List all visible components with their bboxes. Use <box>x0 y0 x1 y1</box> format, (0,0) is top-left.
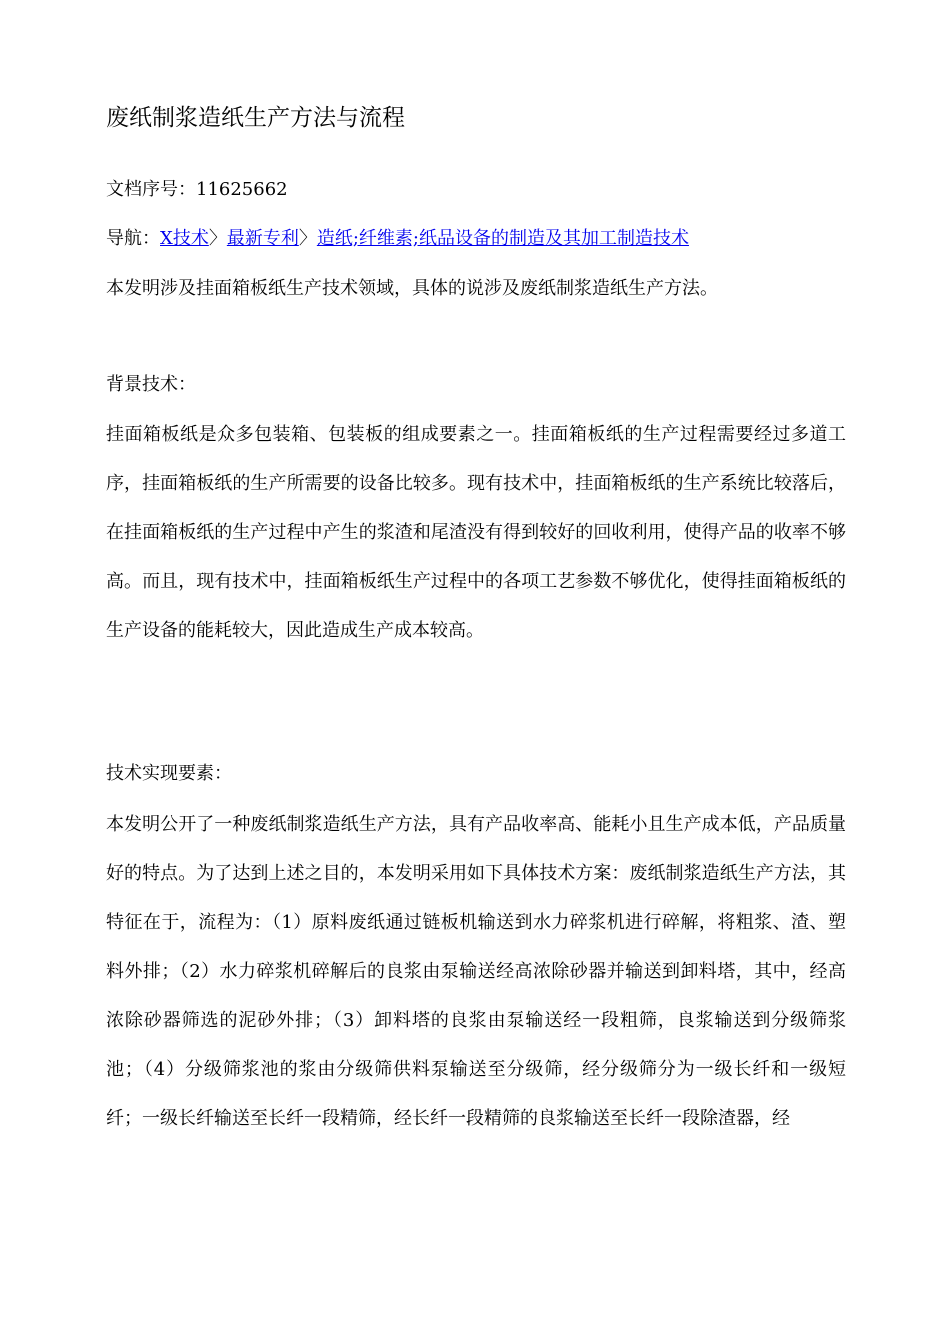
background-paragraph: 挂面箱板纸是众多包装箱、包装板的组成要素之一。挂面箱板纸的生产过程需要经过多道工序，挂面箱板纸的生产所需要的设备比较多。现有技术中，挂面箱板纸的生产系统比较落后，在挂面箱板纸的生产过程中产生的浆渣和尾渣没有得到较好的回收利用，使得产品的收率不够高。而且，现有技术中，挂面箱板纸生产过程中的各项工艺参数不够优化，使得挂面箱板纸的生产设备的能耗较大，因此造成生产成本较高。 <box>106 424 846 641</box>
breadcrumb-separator: 〉 <box>208 228 227 249</box>
document-number: 文档序号：11625662 <box>106 179 288 200</box>
background-heading: 背景技术： <box>106 374 196 395</box>
technical-paragraph: 本发明公开了一种废纸制浆造纸生产方法，具有产品收率高、能耗小且生产成本低，产品质量好的特点。为了达到上述之目的，本发明采用如下具体技术方案：废纸制浆造纸生产方法，其特征在于，流程为：（1）原料废纸通过链板机输送到水力碎浆机进行碎解，将粗浆、渣、塑料外排；（2）水力碎浆机碎解后的良浆由泵输送经高浓除砂器并输送到卸料塔，其中，经高浓除砂器筛选的泥砂外排；（3）卸料塔的良浆由泵输送经一段粗筛，良浆输送到分级筛浆池；（4）分级筛浆池的浆由分级筛供料泵输送至分级筛，经分级筛分为一级长纤和一级短纤；一级长纤输送至长纤一段精筛，经长纤一段精筛的良浆输送至长纤一段除渣器，经 <box>106 814 846 1129</box>
intro-paragraph: 本发明涉及挂面箱板纸生产技术领域，具体的说涉及废纸制浆造纸生产方法。 <box>106 278 718 299</box>
breadcrumb-link-papermaking-category[interactable]: 造纸;纤维素;纸品设备的制造及其加工制造技术 <box>316 228 689 249</box>
technical-heading: 技术实现要素： <box>106 763 232 784</box>
breadcrumb-link-x-tech[interactable]: X技术 <box>160 228 209 249</box>
breadcrumb-prefix: 导航： <box>106 228 160 249</box>
breadcrumb-separator: 〉 <box>298 228 317 249</box>
breadcrumb <box>106 227 689 251</box>
document-title: 废纸制浆造纸生产方法与流程 <box>106 105 405 131</box>
breadcrumb-link-latest-patents[interactable]: 最新专利 <box>226 228 299 249</box>
